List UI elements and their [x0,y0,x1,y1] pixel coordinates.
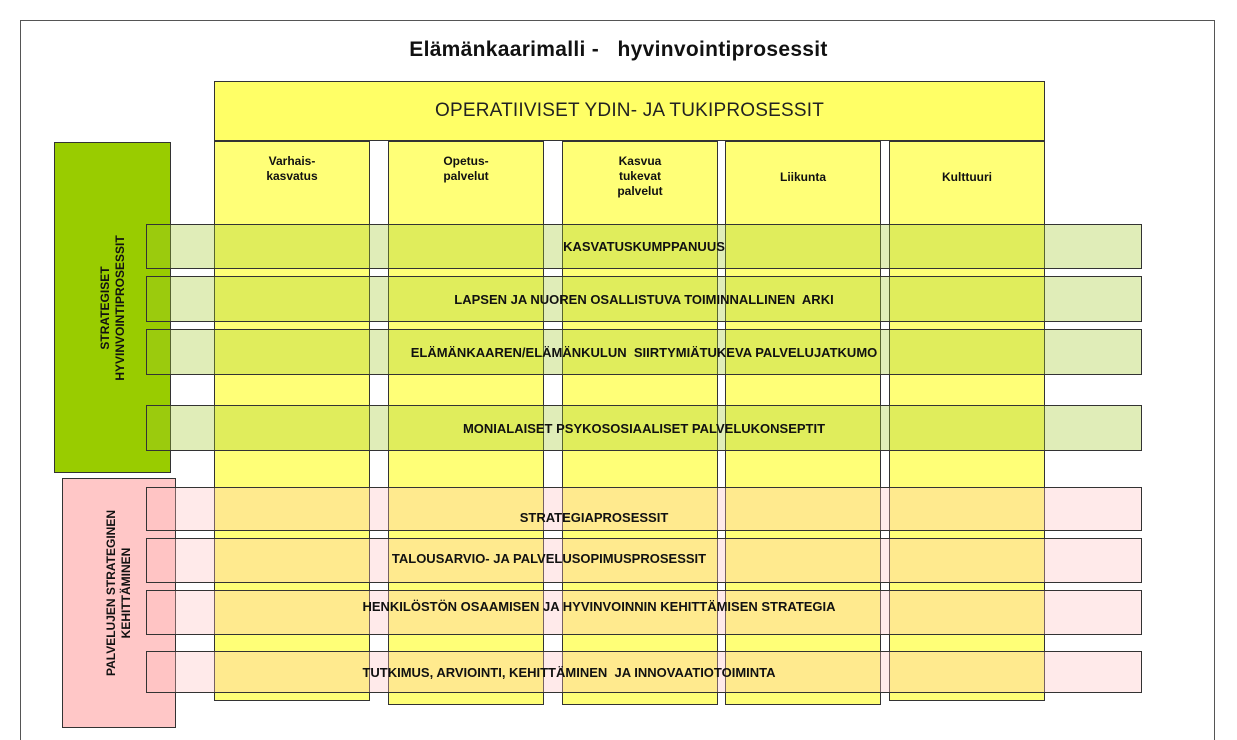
service-development-side-label: PALVELUJEN STRATEGINEN KEHITTÄMINEN [62,478,176,728]
bar-psykososiaaliset-palvelukonseptit: MONIALAISET PSYKOSOSIAALISET PALVELUKONSEPTIT [146,405,1142,451]
bar-talousarvio-palvelusopimus: TALOUSARVIO- JA PALVELUSOPIMUSPROSESSIT [146,538,1142,583]
strategic-processes-side-label: STRATEGISET HYVINVOINTIPROSESSIT [54,142,171,473]
column-label: Opetus- palvelut [443,154,489,183]
diagram-title: Elämänkaarimalli - hyvinvointiprosessit [409,38,828,61]
column-label: Kasvua tukevat palvelut [617,154,663,198]
column-label: Varhais- kasvatus [266,154,318,183]
bar-kasvatuskumppanuus: KASVATUSKUMPPANUUS [146,224,1142,269]
column-label: Kulttuuri [942,170,992,184]
bar-henkiloston-osaaminen: HENKILÖSTÖN OSAAMISEN JA HYVINVOINNIN KEHITTÄMISEN STRATEGIA [146,590,1142,635]
bar-lapsen-ja-nuoren-arki: LAPSEN JA NUOREN OSALLISTUVA TOIMINNALLINEN ARKI [146,276,1142,322]
operative-processes-header: OPERATIIVISET YDIN- JA TUKIPROSESSIT [214,81,1045,141]
bar-tutkimus-innovaatio: TUTKIMUS, ARVIOINTI, KEHITTÄMINEN JA INNOVAATIOTOIMINTA [146,651,1142,693]
bar-palvelujatkumo: ELÄMÄNKAAREN/ELÄMÄNKULUN SIIRTYMIÄTUKEVA PALVELUJATKUMO [146,329,1142,375]
bar-strategiaprosessit: STRATEGIAPROSESSIT [146,487,1142,531]
column-label: Liikunta [779,170,826,184]
